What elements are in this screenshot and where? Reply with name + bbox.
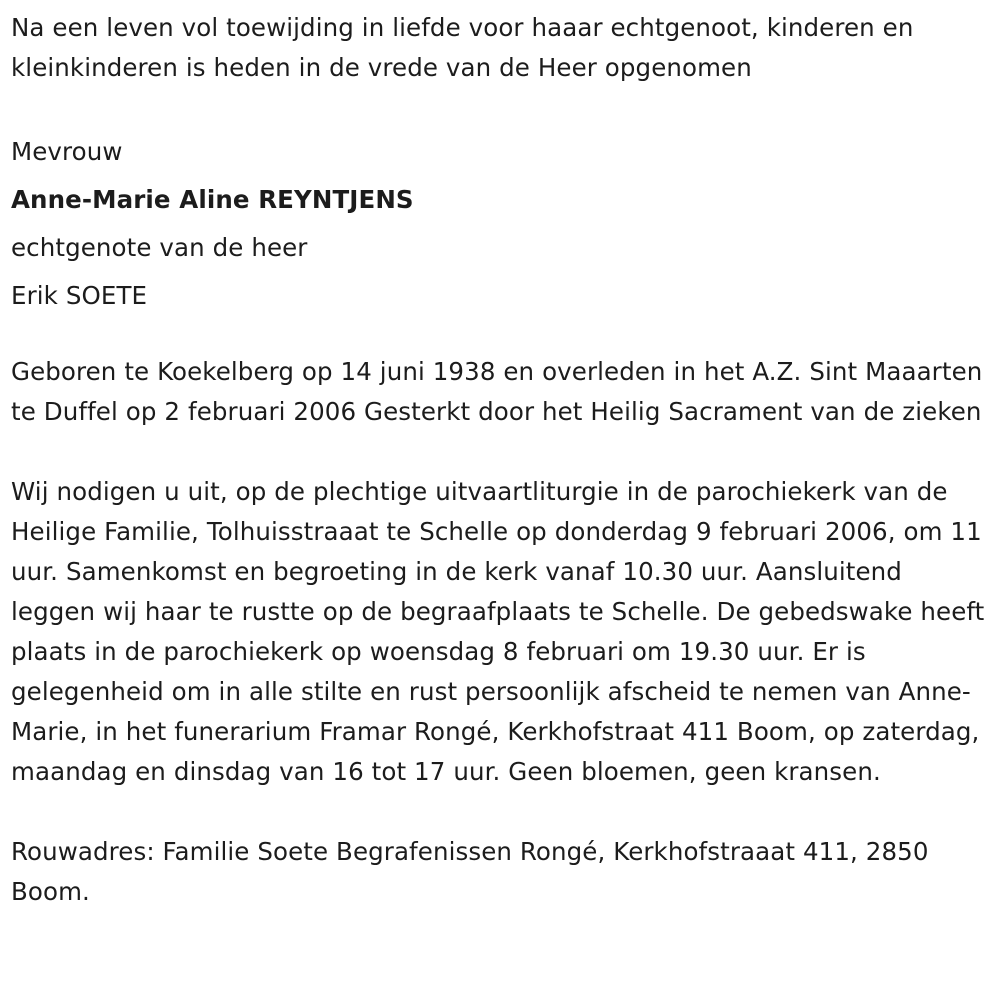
spacer xyxy=(11,320,991,352)
spouse-name: Erik SOETE xyxy=(11,281,148,310)
salutation: Mevrouw xyxy=(11,137,123,166)
birth-death-paragraph: Geboren te Koekelberg op 14 juni 1938 en overleden in het A.Z. Sint Maaarten te Duffel op 2 februari 2006 Gesterkt door het Heilig Sacrament van de zieken xyxy=(11,357,983,426)
invitation-paragraph: Wij nodigen u uit, op de plechtige uitvaartliturgie in de parochiekerk van de Heilige Familie, Tolhuisstraaat te Schelle op donderdag 9 februari 2006, om 11 uur. Samenkomst en begroeting in de kerk vanaf 10.30 uur. Aansluitend leggen wij haar te rustte op de begraafplaats te Schelle. De gebedswake heeft plaats in de parochiekerk op woensdag 8 februari om 19.30 uur. Er is gelegenheid om in alle stilte en rust persoonlijk afscheid te nemen van Anne-Marie, in het funerarium Framar Rongé, Kerkhofstraat 411 Boom, op zaterdag, maandag en dinsdag van 16 tot 17 uur. Geen bloemen, geen kransen. xyxy=(11,477,985,786)
obituary-notice xyxy=(11,8,991,912)
spacer xyxy=(11,88,991,128)
relation-line: echtgenote van de heer xyxy=(11,233,308,262)
spacer xyxy=(11,432,991,472)
intro-paragraph: Na een leven vol toewijding in liefde voor haaar echtgenoot, kinderen en kleinkinderen is heden in de vrede van de Heer opgenomen xyxy=(11,13,914,82)
deceased-name: Anne-Marie Aline REYNTJENS xyxy=(11,185,414,214)
spacer xyxy=(11,792,991,832)
address-paragraph: Rouwadres: Familie Soete Begrafenissen Rongé, Kerkhofstraaat 411, 2850 Boom. xyxy=(11,837,929,906)
